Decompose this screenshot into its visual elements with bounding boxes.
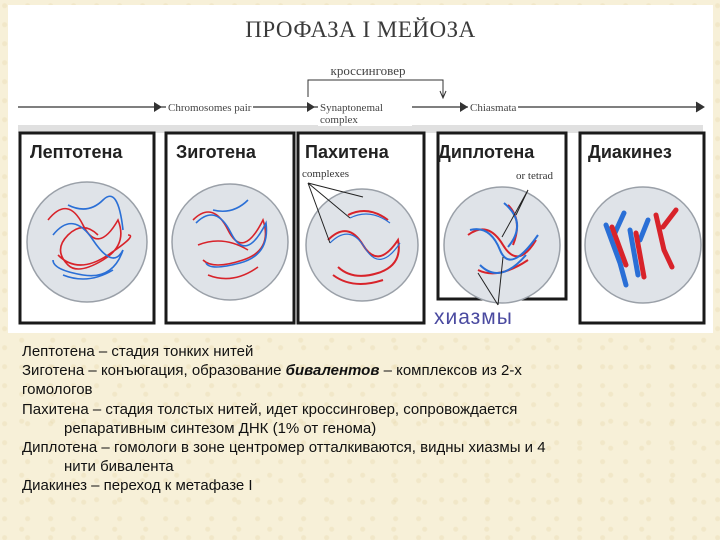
desc-leptotene <box>22 342 702 361</box>
desc-term: Пахитена <box>22 400 89 418</box>
chiasma-label: хиазмы <box>434 306 513 329</box>
desc-text: – стадия толстых нитей, идет кроссинговер, сопровождается <box>88 400 518 418</box>
stage-label-pachytene: Пахитена <box>305 142 389 162</box>
desc-pachytene-cont: репаративным синтезом ДНК (1% от генома) <box>64 419 377 437</box>
desc-diplotene-cont: нити бивалента <box>64 458 174 476</box>
arrow-label-synaptonemal: Synaptonemal complex <box>318 102 412 126</box>
note-complexes: complexes <box>302 168 350 180</box>
crossover-bracket <box>308 80 443 97</box>
desc-zygotene-cont: гомологов <box>22 381 93 399</box>
stage-descriptions <box>22 342 702 496</box>
desc-text: – переход к метафазе I <box>87 477 253 495</box>
desc-text: – гомологи в зоне центромер отталкиваются, видны хиазмы и 4 <box>97 439 546 457</box>
desc-text: – конъюгация, образование <box>84 362 286 380</box>
desc-diplotene <box>22 438 702 457</box>
stage-label-leptotene: Лептотена <box>30 142 123 162</box>
meiosis-figure <box>8 5 713 333</box>
arrow-label-chiasmata: Chiasmata <box>470 102 517 114</box>
desc-diakinesis <box>22 476 702 495</box>
desc-term: Зиготена <box>22 362 85 380</box>
crossover-label: кроссинговер <box>330 63 406 78</box>
desc-term: Лептотена <box>22 343 95 360</box>
arrow-label-chromosomes-pair: Chromosomes pair <box>168 102 252 114</box>
desc-term: Диакинез <box>22 477 87 495</box>
desc-zygotene <box>22 361 702 380</box>
note-tetrad: or tetrad <box>516 170 553 182</box>
desc-term: Диплотена <box>22 439 98 457</box>
stage-label-zygotene: Зиготена <box>176 142 256 162</box>
desc-text: – комплексов из 2-х <box>379 362 522 380</box>
figure-drawing <box>8 5 713 333</box>
desc-pachytene <box>22 400 702 419</box>
stage-label-diplotene: Диплотена <box>438 142 535 162</box>
stage-label-diakinesis: Диакинез <box>588 142 672 162</box>
desc-text: – стадия тонких нитей <box>94 343 254 360</box>
figure-title: ПРОФАЗА I МЕЙОЗА <box>245 17 476 42</box>
desc-emphasis: бивалентов <box>285 362 380 380</box>
